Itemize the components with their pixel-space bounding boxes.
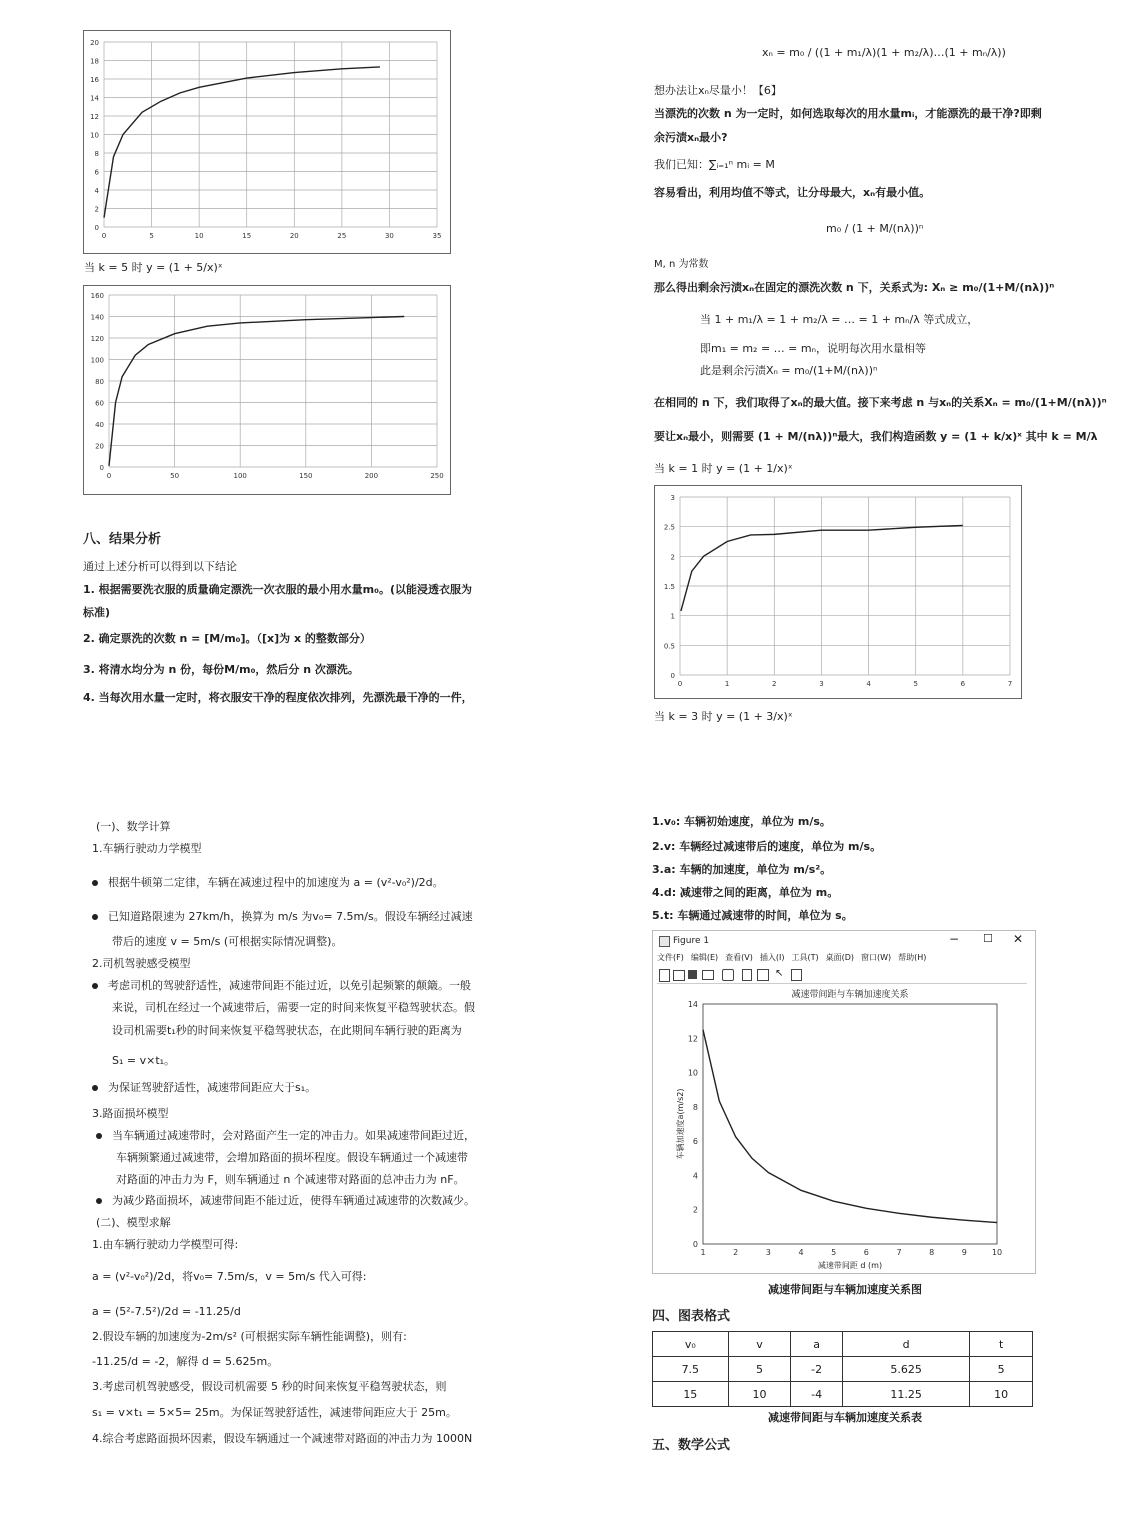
data-table: [652, 1331, 1033, 1407]
y-tick-label: 2: [692, 1205, 698, 1215]
var-t: 5.t: 车辆通过减速带的时间，单位为 s。: [652, 909, 853, 922]
table-cell: 15: [653, 1382, 729, 1407]
q3-bullet-1-text: 根据牛顿第二定律，车辆在减速过程中的加速度为 a = (v²-v₀²)/2d。: [108, 876, 444, 889]
y-tick-label: 160: [90, 292, 104, 300]
y-tick-label: 4: [94, 187, 99, 195]
var-v: 2.v: 车辆经过减速带后的速度，单位为 m/s。: [652, 840, 882, 853]
x-tick-label: 0: [106, 472, 112, 480]
q2-line-7: 那么得出剩余污渍xₙ在固定的漂洗次数 n 下，关系式为: Xₙ ≥ m₀/(1+M/(nλ))ⁿ: [654, 281, 1055, 294]
y-tick-label: 18: [90, 57, 99, 66]
x-tick-label: 7: [1007, 680, 1013, 688]
q3-heading-1: (一)、数学计算: [96, 820, 171, 833]
chart-2: [83, 285, 449, 493]
x-tick-label: 2: [733, 1248, 739, 1257]
item-4: 4. 当每次用水量一定时，将衣服安干净的程度依次排列，先漂洗最干净的一件，: [83, 691, 473, 704]
y-tick-label: 100: [90, 356, 104, 365]
x-tick-label: 20: [289, 232, 299, 240]
y-tick-label: 1: [670, 612, 675, 621]
q3-bullet-3b: 来说，司机在经过一个减速带后，需要一定的时间来恢复平稳驾驶状态。假: [112, 1001, 475, 1014]
x-tick-label: 200: [364, 472, 379, 480]
plot-title: 减速带间距与车辆加速度关系: [791, 990, 909, 1000]
q3-bullet-3-text: 考虑司机的驾驶舒适性，减速带间距不能过近，以免引起频繁的颠簸。一般: [108, 979, 471, 992]
x-tick-label: 10: [991, 1248, 1003, 1257]
table-header-cell: v: [728, 1332, 791, 1357]
y-tick-label: 1.5: [663, 583, 675, 591]
x-tick-label: 50: [170, 472, 180, 480]
menu-item[interactable]: 插入(I): [759, 953, 785, 962]
figure-menu-bar: [657, 952, 1027, 966]
formula-mid: m₀ / (1 + M/(nλ))ⁿ: [826, 222, 924, 235]
y-tick-label: 0: [670, 672, 675, 680]
x-tick-label: 35: [432, 232, 442, 240]
figure-title-bar: [653, 931, 1035, 951]
maximize-button[interactable]: ☐: [983, 932, 993, 945]
x-tick-label: 6: [863, 1248, 869, 1257]
q3-subheading-2: 2.司机驾驶感受模型: [92, 957, 191, 970]
q3-formula-3: -11.25/d = -2，解得 d = 5.625m。: [92, 1355, 279, 1368]
y-tick-label: 60: [95, 399, 104, 408]
x-tick-label: 1: [700, 1248, 706, 1257]
save-icon[interactable]: [688, 970, 697, 979]
caption-k1: 当 k = 1 时 y = (1 + 1/x)ˣ: [654, 462, 793, 475]
table-cell: 10: [728, 1382, 791, 1407]
item-3: 3. 将清水均分为 n 份，每份M/m₀，然后分 n 次漂洗。: [83, 663, 359, 676]
q3-bullet-3d: S₁ = v×t₁。: [112, 1054, 176, 1067]
formula-top: xₙ = m₀ / ((1 + m₁/λ)(1 + m₂/λ)…(1 + mₙ/λ)): [762, 46, 1006, 59]
x-tick-label: 2: [772, 680, 777, 688]
figure-window-title: Figure 1: [673, 936, 710, 946]
x-tick-label: 25: [337, 232, 347, 240]
series-line: [703, 1030, 997, 1223]
y-tick-label: 14: [687, 1000, 698, 1009]
x-tick-label: 100: [233, 472, 247, 480]
cursor-icon[interactable]: ↖: [775, 968, 784, 979]
q3-formula-1: a = (v²-v₀²)/2d，将v₀= 7.5m/s，v = 5m/s 代入可得:: [92, 1270, 367, 1283]
x-tick-label: 8: [929, 1248, 935, 1257]
q2-line-4: 我们已知：∑ᵢ₌₁ⁿ mᵢ = M: [654, 158, 775, 171]
q3-bullet-2b: 带后的速度 v = 5m/s (可根据实际情况调整)。: [112, 935, 343, 948]
figure-window: [652, 930, 1036, 1274]
q3-bullet-5: [96, 1129, 475, 1143]
q3-formula-2: a = (5²-7.5²)/2d = -11.25/d: [92, 1305, 241, 1318]
q3-bullet-6-text: 为减少路面损坏，减速带间距不能过近，使得车辆通过减速带的次数减少。: [112, 1194, 475, 1207]
q2-line-11: 在相同的 n 下，我们取得了xₙ的最大值。接下来考虑 n 与xₙ的关系Xₙ = m₀/(1+M/(nλ))ⁿ: [654, 396, 1107, 409]
chart-1: [83, 30, 449, 252]
menu-item[interactable]: 查看(V): [725, 953, 753, 962]
y-tick-label: 10: [687, 1068, 698, 1078]
series-line: [109, 317, 404, 466]
q3-bullet-3: [92, 979, 471, 993]
x-tick-label: 1: [724, 680, 730, 688]
q3-heading-2: (二)、模型求解: [96, 1216, 171, 1229]
x-tick-label: 5: [831, 1248, 837, 1257]
x-tick-label: 0: [101, 232, 107, 240]
q3-bullet-2-text: 已知道路限速为 27km/h，换算为 m/s 为v₀= 7.5m/s。假设车辆经过减速: [108, 910, 473, 923]
menu-item[interactable]: 帮助(H): [898, 953, 927, 962]
item-1b: 标准): [83, 606, 111, 619]
table-cell: 7.5: [653, 1357, 729, 1382]
y-tick-label: 140: [90, 313, 104, 322]
minimize-button[interactable]: −: [949, 932, 960, 946]
y-tick-label: 8: [94, 150, 99, 158]
q2-line-8: 当 1 + m₁/λ = 1 + m₂/λ = … = 1 + mₙ/λ 等式成立，: [700, 313, 979, 326]
var-v0: 1.v₀: 车辆初始速度，单位为 m/s。: [652, 815, 831, 828]
y-axis-label: 车辆加速度a(m/s2): [676, 1088, 685, 1160]
menu-item[interactable]: 文件(F): [657, 953, 684, 962]
y-tick-label: 6: [692, 1137, 698, 1147]
series-line: [104, 67, 380, 218]
q2-line-1: 想办法让xₙ尽量小！【6】: [654, 84, 782, 97]
q3-bullet-5b: 车辆频繁通过减速带，会增加路面的损坏程度。假设车辆通过一个减速带: [116, 1151, 468, 1164]
x-tick-label: 6: [960, 680, 966, 688]
q2-line-6: M, n 为常数: [654, 259, 709, 270]
new-figure-icon[interactable]: [659, 969, 670, 982]
x-axis-label: 减速带间距 d (m): [817, 1261, 883, 1270]
x-tick-label: 9: [961, 1248, 967, 1257]
y-tick-label: 40: [95, 421, 104, 429]
section-5-title: 五、数学公式: [652, 1438, 731, 1453]
print-icon[interactable]: [702, 970, 714, 980]
table-header-cell: t: [970, 1332, 1033, 1357]
series-line: [681, 525, 963, 610]
plot-box: [703, 1004, 997, 1244]
y-tick-label: 12: [90, 113, 99, 121]
section-8-title: 八、结果分析: [83, 532, 162, 547]
x-tick-label: 15: [242, 232, 252, 240]
table-cell: -4: [791, 1382, 843, 1407]
q3-subheading-6b: s₁ = v×t₁ = 5×5= 25m。为保证驾驶舒适性，减速带间距应大于 25m。: [92, 1406, 457, 1419]
item-2: 2. 确定票洗的次数 n = [M/m₀]。（[x]为 x 的整数部分）: [83, 632, 371, 645]
y-tick-label: 20: [90, 39, 99, 47]
y-tick-label: 16: [90, 76, 99, 84]
table-cell: 5: [728, 1357, 791, 1382]
table-header-cell: a: [791, 1332, 843, 1357]
close-button[interactable]: ✕: [1013, 932, 1024, 946]
y-tick-label: 14: [90, 94, 99, 103]
x-tick-label: 5: [149, 232, 154, 240]
table-cell: 5.625: [842, 1357, 969, 1382]
x-tick-label: 5: [913, 680, 918, 688]
y-tick-label: 0: [692, 1240, 698, 1249]
q2-line-5: 容易看出，利用均值不等式，让分母最大，xₙ有最小值。: [654, 186, 931, 199]
y-tick-label: 0: [99, 464, 104, 472]
item-1a: 1. 根据需要洗衣服的质量确定漂洗一次衣服的最小用水量m₀。(以能浸透衣服为: [83, 583, 472, 596]
y-tick-label: 6: [94, 168, 99, 177]
q3-bullet-4: [92, 1081, 316, 1095]
q3-bullet-5c: 对路面的冲击力为 F，则车辆通过 n 个减速带对路面的总冲击力为 nF。: [116, 1173, 465, 1186]
layout-icon[interactable]: [742, 969, 752, 981]
x-tick-label: 30: [384, 232, 394, 240]
x-tick-label: 250: [430, 472, 444, 480]
y-tick-label: 8: [692, 1102, 698, 1112]
x-tick-label: 7: [896, 1248, 902, 1257]
y-tick-label: 20: [95, 442, 104, 451]
x-tick-label: 10: [194, 232, 204, 240]
q3-subheading-4: 1.由车辆行驶动力学模型可得:: [92, 1238, 239, 1251]
y-tick-label: 2: [94, 205, 99, 214]
x-tick-label: 4: [798, 1248, 804, 1257]
y-tick-label: 0: [94, 224, 99, 232]
q2-line-9: 即m₁ = m₂ = … = mₙ，说明每次用水量相等: [700, 342, 926, 355]
grid-icon[interactable]: [757, 969, 769, 981]
figure-app-icon: [659, 936, 670, 947]
chart-3: [654, 485, 1020, 697]
caption-k3: 当 k = 3 时 y = (1 + 3/x)ˣ: [654, 710, 793, 723]
y-tick-label: 120: [90, 335, 104, 343]
menu-item[interactable]: 桌面(D): [825, 953, 855, 962]
open-file-icon[interactable]: [673, 970, 685, 981]
table-row: [653, 1357, 1033, 1382]
y-tick-label: 12: [687, 1034, 698, 1044]
table-cell: 11.25: [842, 1382, 969, 1407]
y-tick-label: 2.5: [663, 523, 675, 532]
menu-item[interactable]: 编辑(E): [690, 953, 719, 962]
y-tick-label: 10: [90, 131, 99, 140]
q3-subheading-7: 4.综合考虑路面损坏因素，假设车辆通过一个减速带对路面的冲击力为 1000N: [92, 1432, 473, 1445]
x-tick-label: 3: [765, 1248, 771, 1257]
q2-line-12: 要让xₙ最小，则需要 (1 + M/(nλ))ⁿ最大，我们构造函数 y = (1 + k/x)ˣ 其中 k = M/λ: [654, 430, 1098, 443]
y-tick-label: 4: [692, 1171, 698, 1181]
x-tick-label: 4: [866, 680, 871, 688]
figure-caption: 减速带间距与车辆加速度关系图: [768, 1283, 922, 1296]
x-tick-label: 150: [299, 472, 313, 480]
q3-bullet-5-text: 当车辆通过减速带时，会对路面产生一定的冲击力。如果减速带间距过近，: [112, 1129, 475, 1142]
figure-toolbar: [657, 967, 1027, 984]
table-header-cell: d: [842, 1332, 969, 1357]
caption-k5: 当 k = 5 时 y = (1 + 5/x)ˣ: [84, 261, 223, 274]
q3-subheading-5: 2.假设车辆的加速度为-2m/s² (可根据实际车辆性能调整)，则有:: [92, 1330, 407, 1343]
table-cell: -2: [791, 1357, 843, 1382]
q2-line-10: 此是剩余污渍Xₙ = m₀/(1+M/(nλ))ⁿ: [700, 364, 878, 377]
table-header-cell: v₀: [653, 1332, 729, 1357]
zoom-icon[interactable]: [722, 969, 734, 981]
menu-item[interactable]: 工具(T): [791, 953, 819, 962]
menu-item[interactable]: 窗口(W): [861, 953, 892, 962]
q3-bullet-4-text: 为保证驾驶舒适性，减速带间距应大于s₁。: [108, 1081, 317, 1094]
q3-bullet-6: [96, 1194, 475, 1208]
table-row: [653, 1382, 1033, 1407]
intro-text: 通过上述分析可以得到以下结论: [83, 560, 237, 573]
q2-line-3: 余污渍xₙ最小?: [654, 131, 728, 144]
y-tick-label: 3: [670, 494, 675, 502]
table-caption: 减速带间距与车辆加速度关系表: [768, 1411, 922, 1424]
q3-subheading-1: 1.车辆行驶动力学模型: [92, 842, 202, 855]
chart-4: [653, 984, 1035, 1272]
y-tick-label: 2: [670, 553, 675, 562]
table-cell: 5: [970, 1357, 1033, 1382]
q3-bullet-2: [92, 910, 473, 924]
data-cursor-icon[interactable]: [791, 969, 802, 981]
x-tick-label: 3: [819, 680, 824, 688]
table-header-row: [653, 1332, 1033, 1357]
var-d: 4.d: 减速带之间的距离，单位为 m。: [652, 886, 839, 899]
y-tick-label: 80: [95, 378, 104, 386]
y-tick-label: 0.5: [663, 642, 675, 651]
x-tick-label: 0: [677, 680, 683, 688]
q3-subheading-6: 3.考虑司机驾驶感受，假设司机需要 5 秒的时间来恢复平稳驾驶状态，则: [92, 1380, 447, 1393]
q2-line-2: 当漂洗的次数 n 为一定时，如何选取每次的用水量mᵢ，才能漂洗的最干净?即剩: [654, 107, 1042, 120]
q3-bullet-1: [92, 876, 444, 890]
q3-bullet-3c: 设司机需要t₁秒的时间来恢复平稳驾驶状态，在此期间车辆行驶的距离为: [112, 1024, 462, 1037]
section-4-title: 四、图表格式: [652, 1309, 731, 1324]
q3-subheading-3: 3.路面损坏模型: [92, 1107, 169, 1120]
var-a: 3.a: 车辆的加速度，单位为 m/s²。: [652, 863, 832, 876]
table-cell: 10: [970, 1382, 1033, 1407]
